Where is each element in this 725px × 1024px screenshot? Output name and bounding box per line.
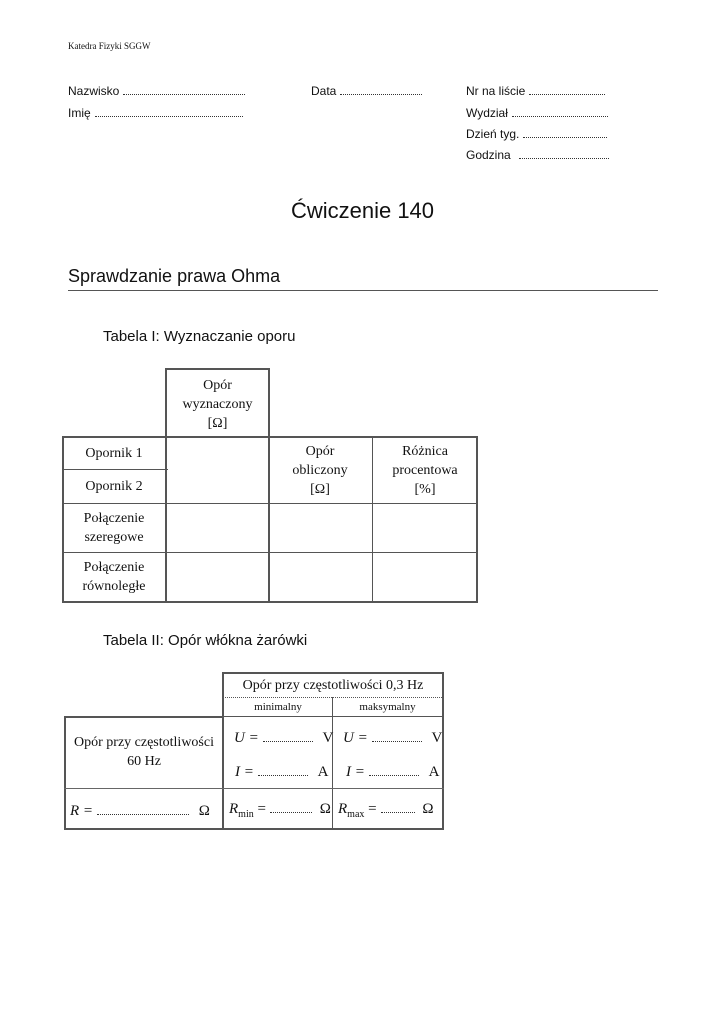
first-name-field[interactable] — [68, 106, 243, 120]
weekday-field[interactable] — [466, 127, 607, 141]
u-min-label: U = — [234, 730, 259, 746]
title-rule — [68, 290, 658, 291]
exercise-title: Ćwiczenie 140 — [290, 198, 435, 223]
weekday-label: Dzień tyg. — [466, 127, 520, 141]
i-max-label: I = — [346, 764, 365, 780]
surname-label: Nazwisko — [68, 84, 120, 98]
rmin-field[interactable] — [229, 801, 331, 820]
rmin-label: R — [229, 801, 239, 817]
row-parallel: Połączenie równoległe — [82, 560, 146, 594]
cell-parallel-determined[interactable] — [167, 553, 268, 601]
col-difference-line1: Różnica — [402, 444, 448, 459]
cell-series-difference[interactable] — [373, 504, 476, 552]
cell-series-calculated[interactable] — [270, 504, 372, 552]
exercise-subtitle: Sprawdzanie prawa Ohma — [68, 266, 281, 286]
cell-parallel-calculated[interactable] — [270, 553, 372, 601]
rmax-eq: = — [368, 801, 377, 817]
i-max-field[interactable] — [346, 764, 439, 781]
department-name: Katedra Fizyki SGGW — [68, 41, 151, 51]
surname-field[interactable] — [68, 84, 245, 98]
rmax-field[interactable] — [338, 801, 434, 820]
rmin-unit: Ω — [319, 801, 331, 817]
col-calculated-line3: [Ω] — [310, 482, 330, 497]
r-60hz-field[interactable] — [70, 803, 210, 820]
col-determined-line1: Opór — [203, 377, 232, 393]
table1-caption: Tabela I: Wyznaczanie oporu — [103, 328, 296, 345]
col-difference-line3: [%] — [414, 482, 436, 497]
rmax-sub: max — [347, 809, 365, 820]
rmin-sub: min — [238, 809, 254, 820]
hour-label: Godzina — [466, 148, 511, 162]
i-max-unit: A — [428, 764, 440, 780]
col-determined-line2: wyznaczony — [182, 396, 253, 412]
i-min-field[interactable] — [235, 764, 328, 781]
u-max-field[interactable] — [343, 730, 442, 747]
date-field[interactable] — [311, 84, 422, 98]
date-label: Data — [311, 84, 337, 98]
rmax-unit: Ω — [422, 801, 434, 817]
col-difference-header — [372, 438, 478, 503]
row-series: Połączenie szeregowe — [83, 511, 145, 545]
rmax-label: R — [338, 801, 348, 817]
col-determined-line3: [Ω] — [207, 415, 228, 431]
hour-field[interactable] — [466, 148, 609, 162]
list-number-field[interactable] — [466, 84, 605, 98]
header-03hz: Opór przy częstotliwości 0,3 Hz — [242, 678, 424, 693]
i-min-label: I = — [235, 764, 254, 780]
faculty-label: Wydział — [466, 106, 508, 120]
cell-r2-determined[interactable] — [167, 470, 268, 503]
col-difference-line2: procentowa — [392, 463, 458, 478]
row-resistor-1: Opornik 1 — [85, 446, 143, 461]
cell-parallel-difference[interactable] — [373, 553, 476, 601]
i-min-unit: A — [317, 764, 329, 780]
u-min-field[interactable] — [234, 730, 333, 747]
label-60hz: Opór przy częstotliwości 60 Hz — [74, 735, 214, 769]
col-calculated-line1: Opór — [305, 444, 335, 459]
list-number-label: Nr na liście — [466, 84, 526, 98]
col-determined-header — [165, 372, 270, 436]
col-calculated-line2: obliczony — [292, 463, 348, 478]
r-60hz-label: R = — [70, 803, 94, 819]
col-calculated-header — [268, 438, 372, 503]
r-60hz-unit: Ω — [198, 803, 210, 819]
u-min-unit: V — [322, 730, 334, 746]
row-resistor-2: Opornik 2 — [85, 479, 143, 494]
subheader-min: minimalny — [254, 700, 302, 713]
cell-r1-determined[interactable] — [167, 438, 268, 469]
faculty-field[interactable] — [466, 106, 608, 120]
table2-caption: Tabela II: Opór włókna żarówki — [103, 632, 308, 649]
u-max-label: U = — [343, 730, 368, 746]
cell-series-determined[interactable] — [167, 504, 268, 552]
rmin-eq: = — [257, 801, 266, 817]
first-name-label: Imię — [68, 106, 91, 120]
u-max-unit: V — [431, 730, 443, 746]
subheader-max: maksymalny — [359, 700, 416, 713]
